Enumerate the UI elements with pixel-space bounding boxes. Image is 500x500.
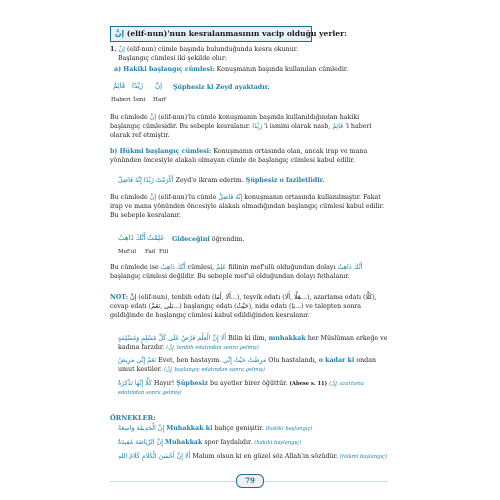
ex6-p1: Hayır! — [151, 380, 177, 387]
ex3-translation — [172, 236, 292, 245]
ex3-tag-mefcul: Mef'ul — [118, 249, 137, 255]
ex2-arabic: أَكْرَمْتُ زَيْدًا إِنَّهُ فَاضِلٌ — [118, 177, 174, 184]
ex6 — [118, 380, 388, 398]
example-1-plain: bahçe genişitir. — [212, 425, 264, 432]
ex5-p3: ondan umut kestiler. — [118, 357, 377, 373]
example-item-3 — [118, 453, 388, 462]
para1-p2: (elif-nun)'lu cümle konuşmanın başında kullanıldığından hakiki başlangıç cümlesidir. Bu sebeple kesralanır. — [110, 114, 360, 130]
ex1-tag-ismi: İsmi — [133, 97, 146, 103]
para3-p1: Bu cümlede ise — [110, 264, 161, 271]
ex2 — [118, 177, 396, 186]
ex6-b1: Şüphesiz — [176, 380, 208, 387]
ex6-reference: (Abese s. 11) — [289, 381, 328, 387]
rule-text: (elif-nun) cümle başında bulunduğunda kesra okunur. — [124, 46, 299, 53]
para1-a2: زَيْدًا — [252, 122, 263, 130]
ex5-arabic-2: مَرِضْتُ حَيْثُ إِنِّي — [223, 357, 267, 364]
para1-p1: Bu cümlede — [110, 114, 150, 121]
sub-a — [114, 66, 392, 75]
ex3-tag-fiil: Fiil — [159, 249, 169, 255]
para3-p4: başlangıç cümlesi değildir. Bu sebeple mef'ul olduğundan dolayı fethalanır. — [110, 272, 350, 280]
heading-arabic: إنَّ — [115, 29, 125, 38]
ex4 — [118, 335, 388, 353]
ex4-b1: muhakkak — [268, 335, 306, 342]
ex5-b1: o kadar ki — [318, 357, 355, 364]
ex3-word-1: عَلِمْتُ — [147, 234, 165, 242]
ex3-tag-fail: Fail — [145, 249, 156, 255]
section-heading — [110, 26, 347, 42]
example-3-note: (hükmi başlangıç) — [339, 454, 388, 460]
example-2-note: (hakiki başlangıç) — [254, 440, 302, 446]
para1-a3: قَائِمٌ — [332, 122, 344, 130]
ex5-p1: Evet, ben hastayım. — [156, 357, 224, 364]
example-2-arabic: إِنَّ الرِّيَاضَةَ مُفِيدَةٌ — [118, 439, 163, 446]
para-2 — [110, 194, 388, 220]
example-1-blue: Muhakkak ki — [166, 425, 213, 432]
sub-a-label: a) Hakiki başlangıç cümlesi: — [114, 66, 215, 73]
rule-1 — [110, 46, 388, 64]
para1-a1: إنَّ — [149, 114, 157, 121]
para3-a3: أَنَّكَ ذَاهِبٌ — [337, 264, 363, 271]
para2-a2: إِنَّهُ فَاضِلٌ — [218, 194, 243, 201]
example-1-arabic: إِنَّ الْحَدِيقَةَ وَاسِعَةٌ — [118, 425, 165, 432]
ex4-note: (إِنَّ, tenbih edatından sonra gelmiş) — [166, 344, 259, 351]
para2-p1: Bu cümlede — [110, 194, 150, 201]
ex6-note: (إِنَّ, azarlama edatından sonra gelmiş) — [118, 381, 364, 396]
example-item-2 — [118, 439, 388, 448]
para2-p2: (elif-nun)'lu cümle — [156, 194, 219, 201]
ex5 — [118, 357, 388, 375]
ex4-arabic: أَلَا إِنَّ الْعِلْمَ فَرْضٌ عَلَى كُلِّ مُسْلِمٍ وَمُسْلِمَةٍ — [118, 335, 227, 342]
ex2-blue: Şüphesiz o faziletlidir. — [245, 177, 325, 184]
sub-b-text: Konuşmanın ortasında olan, ancak irap ve mana yönünden öncesiyle alakalı olmayan cümle de başlangıç cümlesi kabul edilir. — [110, 148, 368, 164]
heading-text: (elif-nun)'nun kesralanmasının vacip olduğu yerler: — [124, 29, 347, 38]
note-label: NOT: — [110, 294, 129, 301]
rule-number: 1. — [110, 46, 117, 53]
ex5-note: (إِنَّ, başlangıç edatından sonra gelmiş) — [164, 366, 265, 373]
para3-a1: أَنَّكَ ذَاهِبٌ — [160, 264, 186, 271]
example-2-plain: spor faydalıdır. — [202, 439, 253, 446]
ex1-tag-haberi: Haberi — [111, 97, 131, 103]
ex5-p2: Olu hastalandı, — [266, 357, 319, 364]
example-1-note: (hakiki başlangıç) — [265, 426, 313, 432]
para1-p4: 'i haberi olarak ref etmiştir. — [110, 122, 372, 139]
note-text: إنَّ (elif-nun), tenbih edatı (أَلَا ,أَمَا...), teşvik edatı (هَلَّا ,أَلَا...), azarlama edatı (كَلَّا), cevap edatı (بَلَى ,نَعَمْ...) başlangıç edatı (حَيْثُ), nida edatı (يَا...) ve talepten sonra geldiğinde de başlangıç cümlesi kabul edildiğinden kesralanır. — [110, 294, 377, 319]
ex4-p2: her Müslüman erkeğe ve kadına farzdır. — [118, 335, 388, 351]
para3-p3: fiilinin mef'ulü olduğundan dolayı — [226, 264, 338, 271]
sub-b — [110, 148, 388, 166]
ex3-plain: öğrendim. — [209, 236, 245, 243]
ex6-arabic: كَلَّا إِنَّهَا تَذْكِرَةٌ — [118, 380, 152, 387]
example-2-blue: Muhakkak — [165, 439, 203, 446]
para3-p2: cümlesi, — [185, 264, 217, 271]
rule-line2: Başlangıç cümlesi iki şekilde olur: — [118, 54, 227, 62]
para2-a1: إنَّ — [149, 194, 157, 201]
ex5-arabic: نَعَمْ إِنِّي مَرِيضٌ — [118, 357, 157, 364]
page-number: 79 — [236, 474, 264, 488]
ex3-word-2: أَنَّكَ ذَاهِبٌ — [118, 234, 146, 242]
ex2-plain: Zeyd'e ikram ederim. — [175, 177, 246, 184]
example-3-arabic: أَلَا إِنَّ أَحْسَنَ الْكَلَامِ كَلَامُ اللهِ — [118, 453, 191, 460]
example-item-1 — [118, 425, 388, 434]
rule-arabic: إنَّ — [118, 46, 125, 53]
sub-b-label: b) Hükmi başlangıç cümlesi: — [110, 148, 212, 155]
ex6-p2: bu ayetler birer öğüttür. — [207, 380, 288, 387]
examples-title: ÖRNEKLER: — [110, 414, 156, 422]
para3-a2: عَلِمْ — [216, 264, 227, 271]
ex3-blue: Gideceğini — [172, 236, 210, 243]
example-3-plain: Malum olsun ki en güzel söz Allah'ın sözüdür. — [190, 453, 338, 460]
para1-p3: 'i ismini olarak nasb, — [262, 122, 333, 130]
para2-p3: konuşmanın ortasında kullanılmıştır. Fakat irap ve mana yönünden öncesiyle alakalı olmadığından başlangıç cümlesi kabul edilir. Bu sebeple kesralanır. — [110, 194, 384, 219]
ex1-word-1: إنَّ — [155, 82, 163, 90]
ex4-p1: Bilin ki ilim, — [226, 335, 269, 342]
ex1-word-2: زَيْدًا — [132, 82, 143, 90]
ex1-word-3: قَائِمٌ — [113, 82, 126, 90]
note — [110, 294, 388, 320]
para-1 — [110, 114, 388, 140]
ex1-tag-harf: Harf — [153, 97, 166, 103]
para-3 — [110, 264, 388, 282]
sub-a-text: Konuşmanın başında kullanılan cümledir. — [214, 66, 349, 73]
ex1-translation: Şüphesiz ki Zeyd ayaktadır. — [173, 84, 270, 91]
